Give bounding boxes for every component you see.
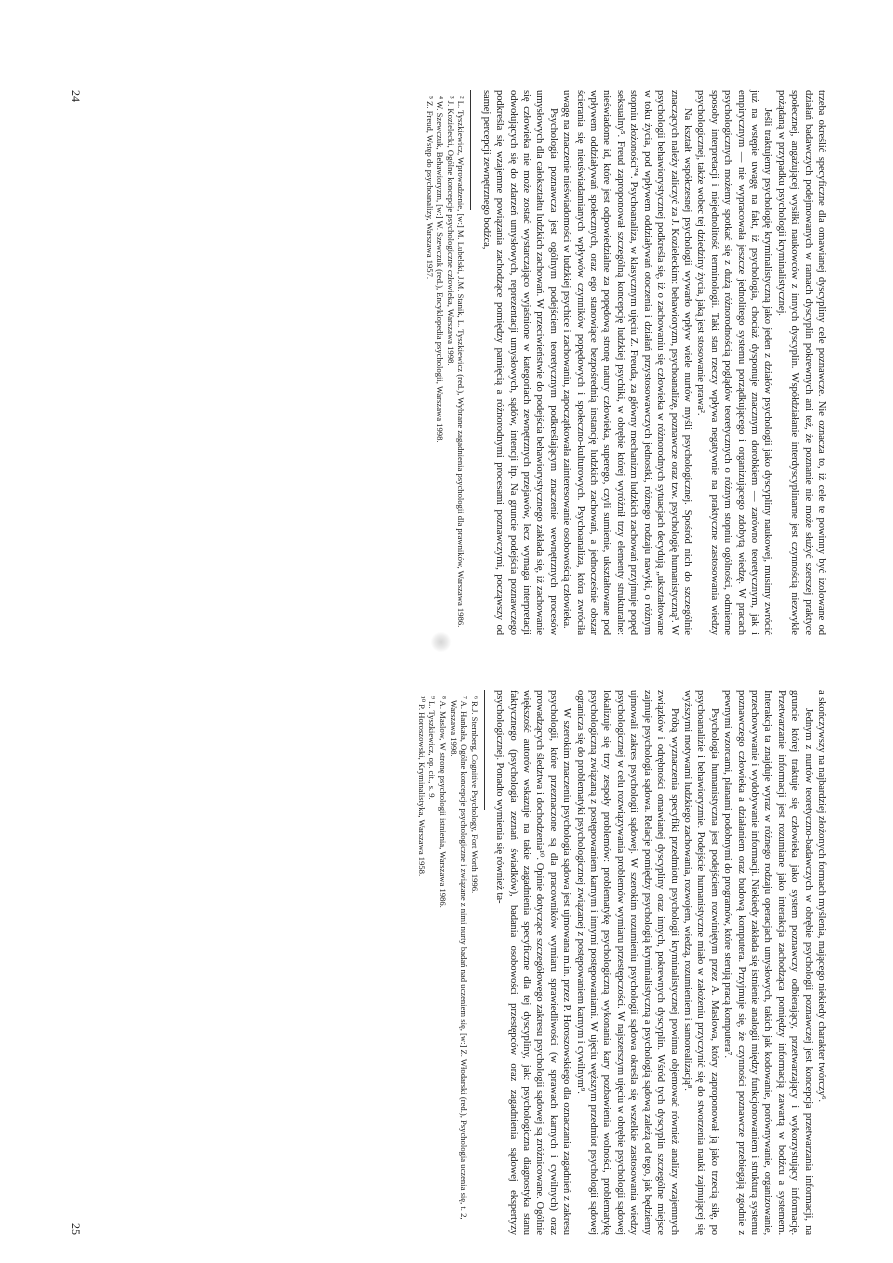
paragraph: Na kształt współczesnej psychologii wywarło wpływ wiele nurtów myśli psychologicznej. Spośród nich do szczególnie znaczących należy zaliczyć za J. Kozieleckim: behawioryzm, psychoanalizę, poznawcze oraz tzw. psychologię humanistyczną³. W psychologii behawiorystycznej podkreśla się, iż o zachowaniu się człowieka w różnorodnych sytuacjach decydują „ukształtowane w toku życia, pod wpływem oddziaływań otoczenia i działań przystosowawczych jednostki, różnego rodzaju nawyki, o różnym stopniu złożoności”⁴. Psychoanaliza, w klasycznym ujęciu Z. Freuda, za główny mechanizm ludzkich zachowań przyjmuje popęd seksualny⁵. Freud zaproponował szczególną koncepcję ludzkiej psychiki, w obrębie której wyróżnił trzy elementy strukturalne: nieświadome id, które jest odpowiedzialne za popędową stronę natury człowieka, superego, czyli sumienie, ukształtowane pod wpływem oddziaływań społecznych, oraz ego stanowiące bezpośrednią instancję ludzkich zachowań, a jednocześnie obszar ścierania się nieuświadamianych wpływów czynników popędowych i społeczno-kulturowych. Psychoanaliza, która zwróciła uwagę na znaczenie nieświadomości w ludzkiej psychice i zachowaniu, zapoczątkowała zainteresowanie osobowością człowieka. [561,90,693,635]
paragraph: Jeśli traktujemy psychologię kryminalistyczną jako jeden z działów psychologii jako dyscypliny naukowej, musimy zwrócić już na wstępie uwagę na fakt, iż psychologia, chociaż dysponuje znacznym dorobkiem — zarówno teoretycznym, jak i empirycznym — nie wypracowała jeszcze jednolitego systemu porządkującego i organizującego zdobytą wiedzę. W pracach psychologicznych możemy spotkać się z dużą różnorodnością poglądów teoretycznych o różnym stopniu ogólności, odmienne sposoby interpretacji i niejednolitość terminologii. Taki stan rzeczy wpływa negatywnie na praktyczne zastosowania wiedzy psychologicznej, także wobec tej dziedziny życia, jaką jest stosowanie prawa². [695,90,774,635]
footnote: ² L. Tyszkiewicz, Wprowadzenie, [w:] M. Lubelski, J.M. Stanik, L. Tyszkiewicz (red.), Wybrane zagadnienia psychologii dla prawników, Warszawa 1986. [456,96,467,628]
footnote: ⁴ W. Szewczuk, Behawioryzm, [w:] W. Szewczuk (red.), Encyklopedia psychologii, Warszawa 1998. [435,96,446,443]
footnote: ⁷ A. Hankała, Ogólne koncepcje psychologiczne i związane z nimi nurty badań nad uczeniem się, [w:] Z. Włodarski (red.), Psychologia uczenia się, t. 2, Warszawa 1998. [448,696,470,1220]
paragraph: W szerokim znaczeniu psychologia sądowa jest ujmowana m.in. przez P. Horoszowskiego dla oznaczania zagadnień z zakresu psychologii, które przeznaczone są dla pracowników wymiaru sprawiedliwości (w sprawach karnych i cywilnych) oraz prowadzących śledztwa i dochodzenia¹⁰. Opinie dotyczące szczegółowego zakresu psychologii sądowej są zróżnicowane. Ogólnie większość autorów wskazuje na takie zagadnienia specyficzne dla tej dyscypliny, jak: psychologiczna diagnostyka stanu faktycznego (psychologia zeznań świadków), badania osobowości przestępców oraz zagadnienia sądowej ekspertyzy psychologicznej. Ponadto wymienia się również ta- [494,690,573,1235]
footnote-divider [470,90,471,210]
paragraph: Psychologia humanistyczna jest podejściem rozwiniętym przez A. Maslowa, który zaproponował ją jako trzecią siłę, po psychoanalizie i behawioryzmie. Podejście humanistyczne miało w założeniu przyczynić się do stworzenia nauki zajmującej się wyższymi motywami ludzkiego zachowania, rozwojem, wiedzą, rozumieniem i samorealizacją⁸. [681,690,720,1235]
left-footnotes [424,90,466,635]
scan-smudge [430,632,452,652]
page-number: 24 [69,90,83,102]
page-number: 25 [69,1223,83,1235]
footnote: ³ J. Kozielecki, Ogólne koncepcje psychologiczne człowieka, Warszawa 1998. [445,96,456,366]
paragraph: trzeba określić specyficzne dla omawianej dyscypliny cele poznawcze. Nie oznacza to, iż cele te powinny być izolowane od działań badawczych podejmowanych w ramach dyscyplin pokrewnych ani też, że poznanie nie może służyć szerszej praktyce społecznej, angażującej wysiłki naukowców z innych dyscyplin. Współdziałanie interdyscyplinarne jest czynnością niezwykle pożądaną w przypadku psychologii kryminalistycznej. [775,90,827,635]
paragraph: Próbą wyznaczenia specyfiki przedmiotu psychologii kryminalistycznej powinna objemować również analizy wzajemnych związków i odrębności omawianej dyscypliny oraz innych, pokrewnych dyscyplin. Wśród tych dyscyplin szczególne miejsce zajmuje psychologia sądowa. Relacje pomiędzy psychologią kryminalistyczną a psychologią sądową zależą od tego, jak będziemy ujmowali zakres psychologii sądowej. W szerokim rozumieniu psychologii sądowa określa się wszelkie zastosowania wiedzy psychologicznej w celu rozwiązywania problemów wymiaru przestępczości. W najszerszym ujęciu w obrębie psychologii sądowej lokalizuje się trzy zespoły problemów: problematykę psychologiczną wykonania kary pozbawienia wolności, problematykę psychologiczną związaną z postępowaniem karnym i innymi postępowaniami. W ujęciu węższym przedmiot psychologii sądowej ogranicza się do problematyki psychologicznej związanej z postępowaniem karnym i cywilnym⁹. [574,690,680,1235]
footnote: ⁵ Z. Freud, Wstęp do psychoanalizy, Warszawa 1957. [424,96,435,280]
paragraph: Jednym z nurtów teoretyczno-badawczych w obrębie psychologii poznawczej jest koncepcja przetwarzania informacji, na gruncie której traktuje się człowieka jako system poznawczy odbierający, przetwarzający i wykorzystujący informację. Przetwarzanie informacji jest rozumiane jako interakcja zachodząca pomiędzy informacją zawartą w bodźcu a systemem. Interakcja ta znajduje wyraz w różnego rodzaju operacjach umysłowych, takich jak kodowanie, porównywanie, organizowanie, przechowywanie i wydobywanie informacji. Niekiedy zakłada się istnienie analogii między funkcjonowaniem i strukturą systemu poznawczego człowieka a działaniem oraz budową komputera. Przyjmuje się, że czynności poznawcze przebiegają zgodnie z pewnymi wzorcami, planami podobnymi do programów, które sterują pracą komputera⁷. [722,690,814,1235]
footnote: ⁸ A. Maslow, W stronę psychologii istnienia, Warszawa 1986. [438,696,449,908]
footnote: ⁶ R.J. Sternberg, Cognitive Psychology, Fort Worth 1996. [469,696,480,894]
right-body [493,690,828,1235]
footnote-divider [484,690,485,810]
left-body [479,90,828,635]
footnote: ⁹ L. Tyszkiewicz, op. cit., s. 9. [427,696,438,800]
page-24 [68,90,828,635]
page-25 [68,690,828,1235]
right-footnotes [416,690,480,1235]
paragraph: a skończywszy na najbardziej złożonych formach myślenia, mającego niekiedy charakter twórczy⁶. [816,690,827,1102]
footnote: ¹⁰ P. Horoszowski, Kryminalistyka, Warszawa 1958. [416,696,427,877]
paragraph: Psychologia poznawcza jest ogólnym podejściem teoretycznym podkreślającym znaczenie wewnętrznych procesów umysłowych dla całokształtu ludzkich zachowań. W przeciwieństwie do podejścia behawiorystycznego zakłada się, iż zachowanie się człowieka nie może zostać wystarczająco wyjaśnione w kategoriach zewnętrznych przejawów, lecz wymaga interpretacji odwołujących się do zdarzeń umysłowych, reprezentacji umysłowych, sądów, intencji itp. Na gruncie podejścia poznawczego podkreśla się wzajemne powiązania zachodzące pomiędzy pamięcią a różnorodnymi procesami poznawczymi, począwszy od samej percepcji zewnętrznego bodźca, [480,90,559,635]
